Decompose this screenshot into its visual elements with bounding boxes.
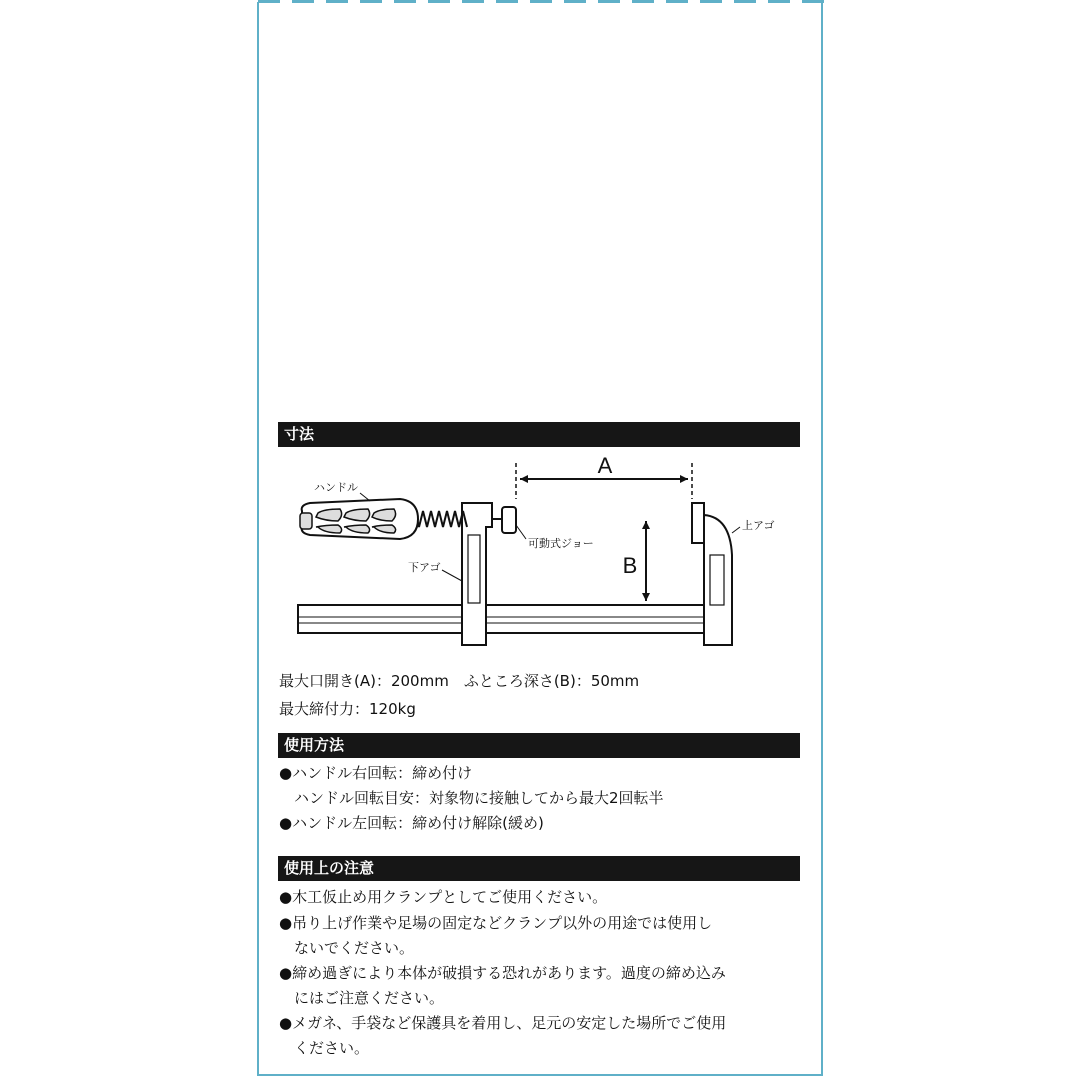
movable-jaw-shape	[502, 507, 516, 533]
spec-line-opening-depth: 最大口開き(A)：200mm ふところ深さ(B)：50mm	[279, 672, 640, 690]
usage-line: ●ハンドル右回転：締め付け	[279, 764, 473, 782]
dimension-b-label: B	[622, 553, 638, 578]
caution-line: ●木工仮止め用クランプとしてご使用ください。	[279, 888, 608, 906]
screw	[415, 511, 467, 527]
handle-label: ハンドル	[314, 481, 358, 494]
section-header-dimensions: 寸法	[278, 422, 800, 447]
usage-line: ハンドル回転目安：対象物に接触してから最大2回転半	[279, 789, 664, 807]
lower-jaw-label: 下アゴ	[408, 561, 441, 574]
clamp-bar	[298, 605, 718, 633]
caution-line: ●吊り上げ作業や足場の固定などクランプ以外の用途では使用し	[279, 914, 713, 932]
clamp-diagram	[290, 455, 790, 655]
caution-line: ください。	[279, 1039, 370, 1057]
upper-jaw	[704, 515, 732, 645]
movable-jaw-label: 可動式ジョー	[528, 537, 594, 550]
usage-line: ●ハンドル左回転：締め付け解除(緩め)	[279, 814, 544, 832]
dimension-a-label: A	[597, 455, 613, 478]
caution-line: ●締め過ぎにより本体が破損する恐れがあります。過度の締め込み	[279, 964, 726, 982]
caution-line: ないでください。	[279, 939, 415, 957]
section-header-usage: 使用方法	[278, 733, 800, 758]
upper-jaw-label: 上アゴ	[742, 519, 775, 532]
caution-line: ●メガネ、手袋など保護具を着用し、足元の安定した場所でご使用	[279, 1014, 727, 1032]
caution-line: にはご注意ください。	[279, 989, 445, 1007]
section-header-cautions: 使用上の注意	[278, 856, 800, 881]
spec-line-force: 最大締付力：120kg	[279, 700, 416, 718]
